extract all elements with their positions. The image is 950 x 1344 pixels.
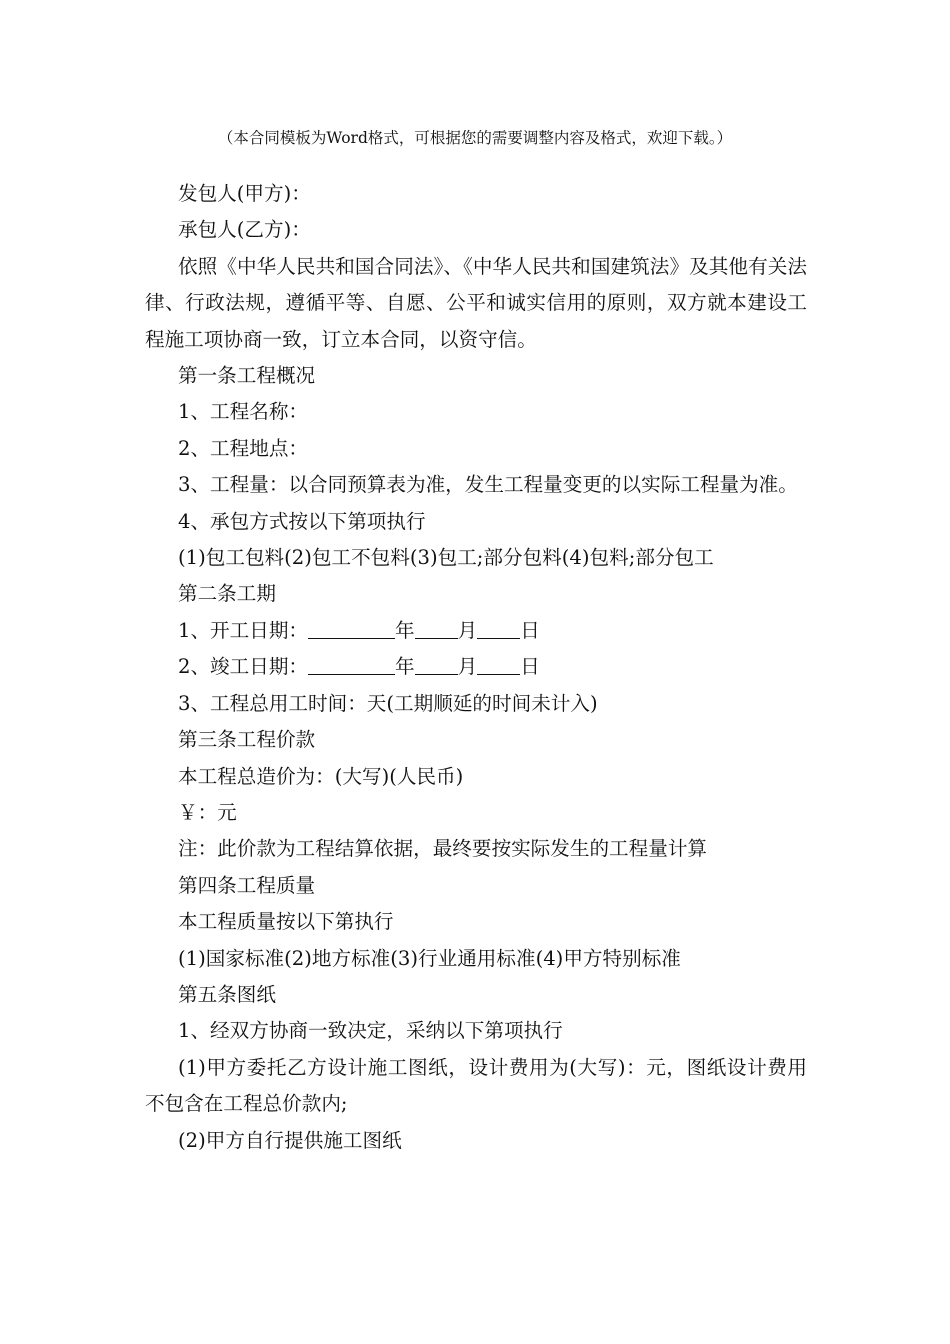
year-label: 年: [395, 618, 415, 642]
project-name-line: 1、工程名称：: [178, 400, 309, 424]
end-day-blank[interactable]: [477, 656, 520, 675]
project-location-line: 2、工程地点：: [178, 436, 309, 460]
contract-mode-options: (1)包工包料(2)包工不包料(3)包工;部分包料(4)包料;部分包工: [178, 546, 714, 570]
template-note: （本合同模板为Word格式，可根据您的需要调整内容及格式，欢迎下载。）: [217, 129, 733, 147]
contract-mode-line: 4、承包方式按以下第项执行: [178, 509, 426, 533]
end-year-blank[interactable]: [308, 656, 395, 675]
end-month-blank[interactable]: [415, 656, 458, 675]
end-date-label: 2、竣工日期：: [178, 655, 309, 679]
drawings-option2-line: (2)甲方自行提供施工图纸: [178, 1128, 402, 1152]
end-date-line: [145, 649, 807, 685]
year-label: 年: [395, 655, 415, 679]
day-label: 日: [520, 655, 540, 679]
preamble-paragraph: 依照《中华人民共和国合同法》、《中华人民共和国建筑法》及其他有关法律、行政法规，遵循平等、自愿、公平和诚实信用的原则，双方就本建设工程施工项协商一致，订立本合同，以资守信。: [145, 254, 807, 351]
article1-title: 第一条工程概况: [178, 364, 316, 388]
start-year-blank[interactable]: [308, 620, 395, 639]
day-label: 日: [520, 618, 540, 642]
total-duration-line: 3、工程总用工时间：天(工期顺延的时间未计入): [178, 691, 598, 715]
start-month-blank[interactable]: [415, 620, 458, 639]
article3-title: 第三条工程价款: [178, 728, 316, 752]
article4-title: 第四条工程质量: [178, 873, 316, 897]
month-label: 月: [457, 655, 478, 679]
drawings-intro-line: 1、经双方协商一致决定，采纳以下第项执行: [178, 1019, 563, 1043]
project-quantity-paragraph: 3、工程量：以合同预算表为准，发生工程量变更的以实际工程量为准。: [178, 473, 798, 497]
article2-title: 第二条工期: [178, 582, 276, 606]
article5-title: 第五条图纸: [178, 982, 276, 1006]
total-price-line: 本工程总造价为：(大写)(人民币): [178, 764, 464, 788]
quality-options-line: (1)国家标准(2)地方标准(3)行业通用标准(4)甲方特别标准: [178, 946, 681, 970]
start-day-blank[interactable]: [477, 620, 520, 639]
price-note-line: 注：此价款为工程结算依据，最终要按实际发生的工程量计算: [178, 837, 708, 861]
start-date-line: [145, 613, 807, 649]
start-date-label: 1、开工日期：: [178, 618, 309, 642]
drawings-option1-paragraph: (1)甲方委托乙方设计施工图纸，设计费用为(大写)：元，图纸设计费用不包含在工程总价款内;: [145, 1055, 807, 1116]
quality-intro-line: 本工程质量按以下第执行: [178, 910, 394, 934]
contractor-line: 承包人(乙方)：: [178, 218, 311, 242]
employer-line: 发包人(甲方)：: [178, 182, 311, 205]
contract-body: [145, 176, 807, 1159]
month-label: 月: [457, 618, 478, 642]
price-yuan-line: ￥：元: [178, 800, 237, 824]
